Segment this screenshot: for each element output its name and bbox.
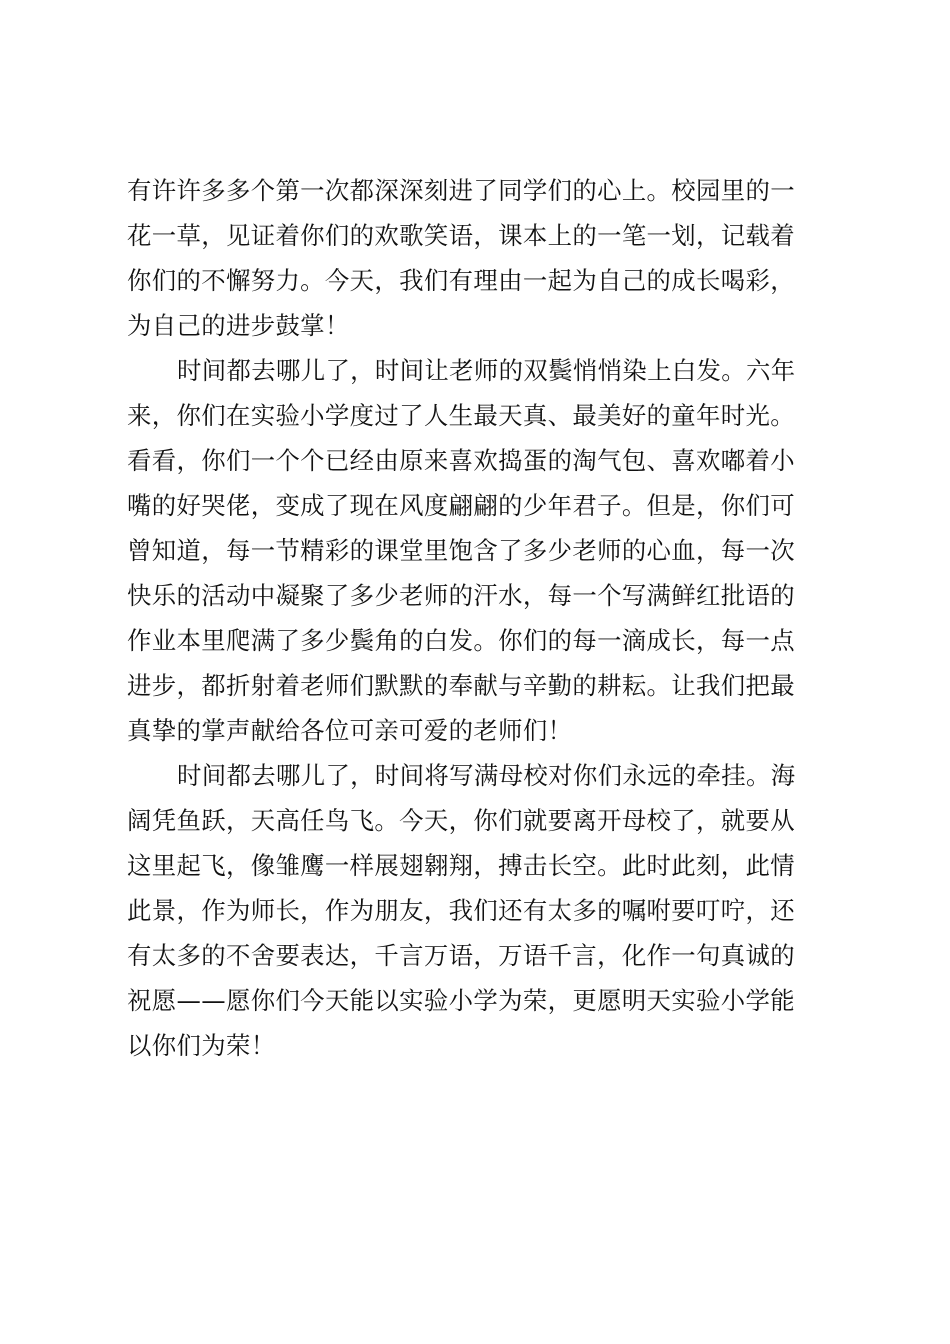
- text-line: 以你们为荣！: [127, 1031, 276, 1060]
- text-line: 这里起飞，像雏鹰一样展翅翱翔，搏击长空。此时此刻，此情: [127, 851, 795, 880]
- text-line: 嘴的好哭佬，变成了现在风度翩翩的少年君子。但是，你们可: [127, 491, 795, 520]
- paragraph-2: [127, 348, 833, 753]
- text-line: 时间都去哪儿了，时间将写满母校对你们永远的牵挂。海: [177, 761, 796, 790]
- text-line: 时间都去哪儿了，时间让老师的双鬓悄悄染上白发。六年: [177, 356, 796, 385]
- text-line: 你们的不懈努力。今天，我们有理由一起为自己的成长喝彩，: [127, 266, 795, 295]
- text-line: 真挚的掌声献给各位可亲可爱的老师们！: [127, 716, 573, 745]
- text-line: 进步，都折射着老师们默默的奉献与辛勤的耕耘。让我们把最: [127, 671, 795, 700]
- text-line: 曾知道，每一节精彩的课堂里饱含了多少老师的心血，每一次: [127, 536, 795, 565]
- paragraph-3: [127, 753, 833, 1068]
- text-line: 有太多的不舍要表达，千言万语，万语千言，化作一句真诚的: [127, 941, 795, 970]
- text-line: 阔凭鱼跃，天高任鸟飞。今天，你们就要离开母校了，就要从: [127, 806, 795, 835]
- text-line: 花一草，见证着你们的欢歌笑语，课本上的一笔一划，记载着: [127, 221, 795, 250]
- text-line: 来，你们在实验小学度过了人生最天真、最美好的童年时光。: [127, 401, 795, 430]
- text-line: 快乐的活动中凝聚了多少老师的汗水，每一个写满鲜红批语的: [127, 581, 795, 610]
- paragraph-1: [127, 168, 833, 348]
- text-line: 为自己的进步鼓掌！: [127, 311, 350, 340]
- text-line: 作业本里爬满了多少鬓角的白发。你们的每一滴成长，每一点: [127, 626, 795, 655]
- text-line: 有许许多多个第一次都深深刻进了同学们的心上。校园里的一: [127, 176, 795, 205]
- text-line: 看看，你们一个个已经由原来喜欢捣蛋的淘气包、喜欢嘟着小: [127, 446, 795, 475]
- body-text: [127, 168, 833, 1068]
- text-line: 祝愿——愿你们今天能以实验小学为荣，更愿明天实验小学能: [127, 986, 795, 1015]
- text-line: 此景，作为师长，作为朋友，我们还有太多的嘱咐要叮咛，还: [127, 896, 795, 925]
